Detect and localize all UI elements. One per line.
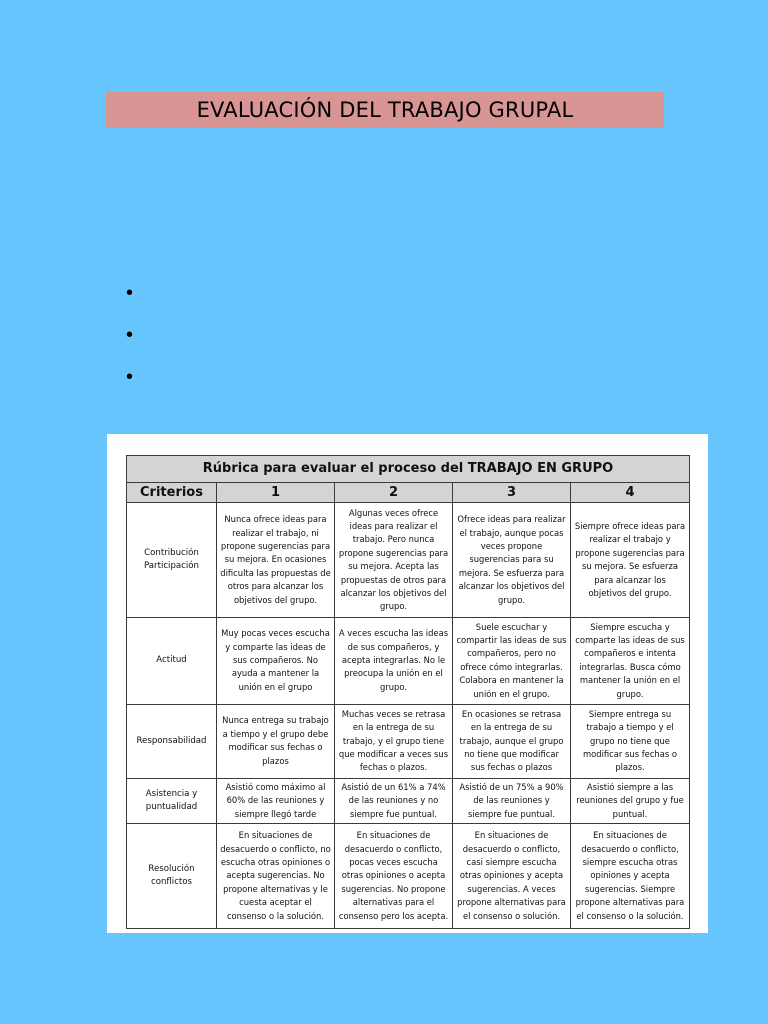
rubric-cell: En situaciones de desacuerdo o conflicto, siempre escucha otras opiniones y acepta sugerencias. Siempre propone alternativas para el consenso o la solución.	[571, 824, 690, 929]
criterion-cell: Asistencia y puntualidad	[127, 779, 217, 824]
table-row	[127, 704, 690, 778]
table-row	[127, 503, 690, 618]
rubric-cell: Ofrece ideas para realizar el trabajo, aunque pocas veces propone sugerencias para su mejora. Se esfuerza para alcanzar los objetivos del grupo.	[453, 503, 571, 618]
rubric-title: Rúbrica para evaluar el proceso del TRABAJO EN GRUPO	[127, 456, 690, 483]
rubric-cell: Asistió de un 61% a 74% de las reuniones y no siempre fue puntual.	[335, 779, 453, 824]
rubric-cell: Asistió de un 75% a 90% de las reuniones y siempre fue puntual.	[453, 779, 571, 824]
rubric-cell: Siempre entrega su trabajo a tiempo y el grupo no tiene que modificar sus fechas o plazos.	[571, 704, 690, 778]
bullet-list	[126, 280, 133, 406]
header-level-1: 1	[217, 483, 335, 503]
rubric-header-row	[127, 483, 690, 503]
rubric-cell: En situaciones de desacuerdo o conflicto, no escucha otras opiniones o acepta sugerencias. No propone alternativas y le cuesta aceptar el consenso o la solución.	[217, 824, 335, 929]
criterion-cell: Actitud	[127, 618, 217, 705]
rubric-cell: Siempre escucha y comparte las ideas de sus compañeros e intenta integrarlas. Busca cómo mantener la unión en el grupo.	[571, 618, 690, 705]
rubric-cell: Muchas veces se retrasa en la entrega de su trabajo, y el grupo tiene que modificar a veces sus fechas o plazos.	[335, 704, 453, 778]
rubric-cell: Nunca entrega su trabajo a tiempo y el grupo debe modificar sus fechas o plazos	[217, 704, 335, 778]
bullet-item: •	[126, 366, 134, 388]
header-criterios: Criterios	[127, 483, 217, 503]
table-row	[127, 779, 690, 824]
header-level-3: 3	[453, 483, 571, 503]
criterion-cell: Resolución conflictos	[127, 824, 217, 929]
criterion-cell: Contribución Participación	[127, 503, 217, 618]
rubric-cell: A veces escucha las ideas de sus compañeros, y acepta integrarlas. No le preocupa la unión en el grupo.	[335, 618, 453, 705]
header-level-2: 2	[335, 483, 453, 503]
bullet-item: •	[126, 282, 134, 304]
rubric-cell: Siempre ofrece ideas para realizar el trabajo y propone sugerencias para su mejora. Se esfuerza para alcanzar los objetivos del grupo.	[571, 503, 690, 618]
rubric-cell: En ocasiones se retrasa en la entrega de su trabajo, aunque el grupo no tiene que modificar sus fechas o plazos	[453, 704, 571, 778]
rubric-cell: Suele escuchar y compartir las ideas de sus compañeros, pero no ofrece cómo integrarlas. Colabora en mantener la unión en el grupo.	[453, 618, 571, 705]
rubric-table	[126, 455, 690, 929]
slide-title: EVALUACIÓN DEL TRABAJO GRUPAL	[196, 98, 574, 122]
slide-title-banner	[106, 92, 664, 128]
rubric-cell: En situaciones de desacuerdo o conflicto, casi siempre escucha otras opiniones y acepta sugerencias. A veces propone alternativas para el consenso o solución.	[453, 824, 571, 929]
rubric-cell: Algunas veces ofrece ideas para realizar el trabajo. Pero nunca propone sugerencias para su mejora. Acepta las propuestas de otros para alcanzar los objetivos del grupo.	[335, 503, 453, 618]
table-row	[127, 824, 690, 929]
rubric-cell: Muy pocas veces escucha y comparte las ideas de sus compañeros. No ayuda a mantener la unión en el grupo	[217, 618, 335, 705]
table-row	[127, 618, 690, 705]
rubric-cell: Asistió siempre a las reuniones del grupo y fue puntual.	[571, 779, 690, 824]
rubric-cell: En situaciones de desacuerdo o conflicto, pocas veces escucha otras opiniones o acepta sugerencias. No propone alternativas para el consenso pero los acepta.	[335, 824, 453, 929]
criterion-cell: Responsabilidad	[127, 704, 217, 778]
bullet-item: •	[126, 324, 134, 346]
header-level-4: 4	[571, 483, 690, 503]
rubric-title-row	[127, 456, 690, 483]
rubric-cell: Asistió como máximo al 60% de las reuniones y siempre llegó tarde	[217, 779, 335, 824]
rubric-cell: Nunca ofrece ideas para realizar el trabajo, ni propone sugerencias para su mejora. En ocasiones dificulta las propuestas de otros para alcanzar los objetivos del grupo.	[217, 503, 335, 618]
rubric-image	[107, 434, 708, 933]
